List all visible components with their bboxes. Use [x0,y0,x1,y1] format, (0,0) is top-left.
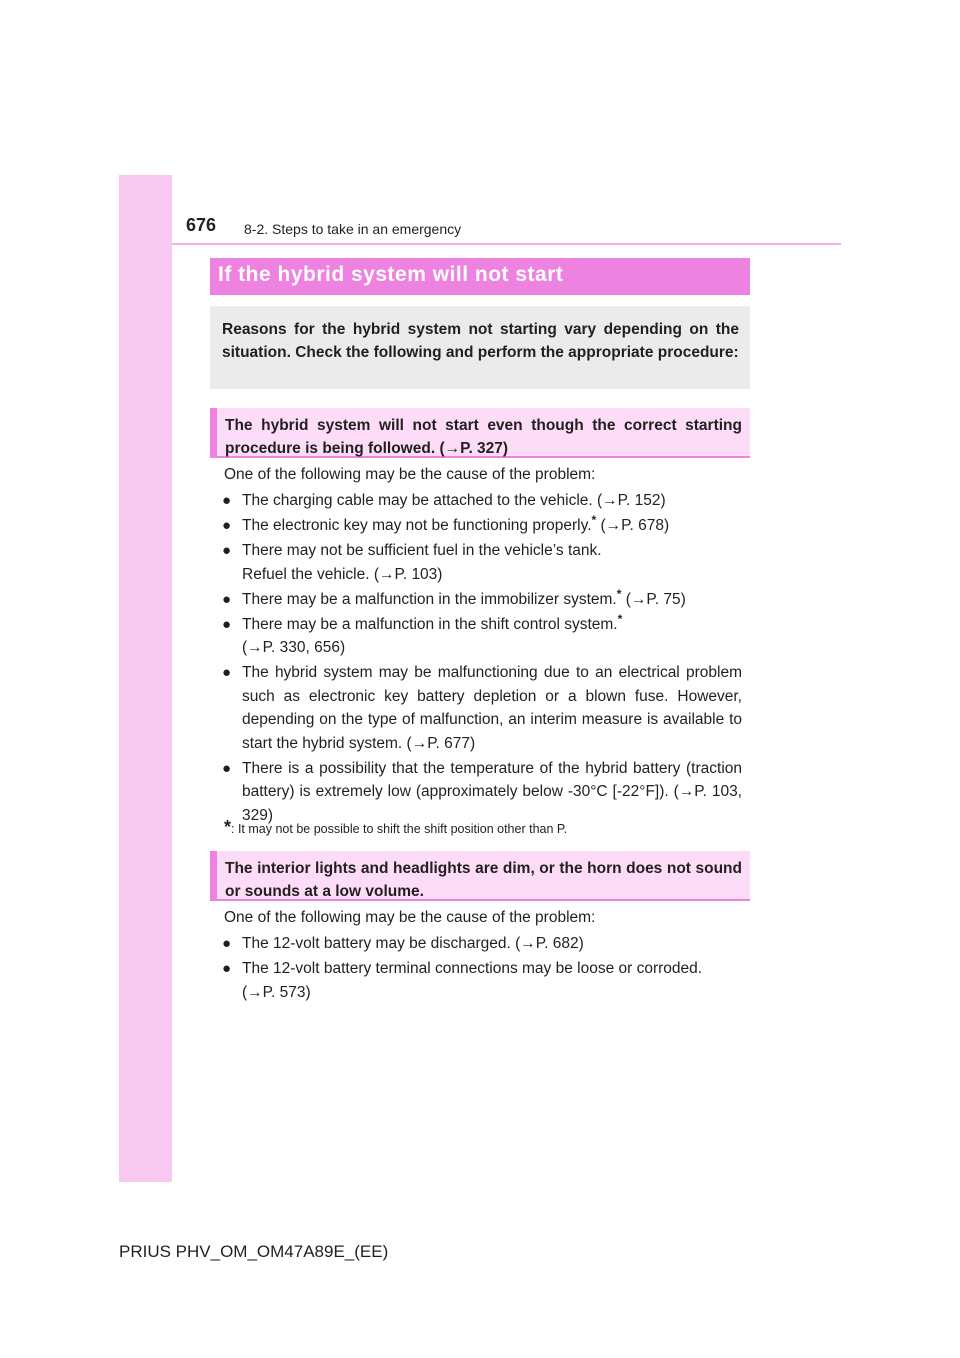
footnote-mark: * [616,586,622,601]
section2-bullet-list [222,932,742,1006]
bullet-icon: ● [222,590,232,608]
section1-heading: The hybrid system will not start even though the correct starting procedure is being followed. (→P. 327) [210,408,750,458]
list-item: ● The 12-volt battery terminal connections may be loose or corroded. (→P. 573) [222,957,742,1004]
footnote-star: * [224,817,232,837]
list-item: ● There is a possibility that the temperature of the hybrid battery (traction battery) is extremely low (approximately below -30°C [-22°F]). (→P. 103, 329) [222,757,742,828]
intro-box: Reasons for the hybrid system not starting vary depending on the situation. Check the following and perform the appropriate procedure: [210,306,750,389]
header-rule [172,243,841,245]
page-title: If the hybrid system will not start [210,258,750,295]
chapter-side-tab [119,175,172,1182]
list-item: ● There may not be sufficient fuel in the vehicle’s tank. Refuel the vehicle. (→P. 103) [222,539,742,586]
list-item: ● The charging cable may be attached to the vehicle. (→P. 152) [222,489,742,513]
bullet-icon: ● [222,759,232,777]
footer-doc-code: PRIUS PHV_OM_OM47A89E_(EE) [119,1242,389,1261]
footnote: *: It may not be possible to shift the shift position other than P. [224,817,568,837]
bullet-icon: ● [222,664,232,681]
footnote-mark: * [591,512,597,527]
section2-lead: One of the following may be the cause of the problem: [224,909,596,926]
section-label: 8-2. Steps to take in an emergency [244,221,462,237]
bullet-icon: ● [222,492,232,509]
section2-heading: The interior lights and headlights are dim, or the horn does not sound or sounds at a low volume. [210,851,750,901]
footnote-mark: * [617,611,623,626]
list-item: ● The electronic key may not be functioning properly.* (→P. 678) [222,514,742,538]
bullet-icon: ● [222,935,232,952]
section1-lead: One of the following may be the cause of the problem: [224,466,596,483]
list-item: ● The 12-volt battery may be discharged. (→P. 682) [222,932,742,956]
section1-bullet-list [222,489,742,829]
bullet-icon: ● [222,517,232,534]
bullet-icon: ● [222,542,232,559]
list-item: ● There may be a malfunction in the immobilizer system.* (→P. 75) [222,588,742,612]
bullet-icon: ● [222,615,232,633]
page-number: 676 [186,215,217,235]
bullet-icon: ● [222,960,232,977]
list-item: ● There may be a malfunction in the shift control system.* (→P. 330, 656) [222,611,623,656]
list-item: ● The hybrid system may be malfunctioning due to an electrical problem such as electronic key battery depletion or a blown fuse. However, depending on the type of malfunction, an interim measure is available to start the hybrid system. (→P. 677) [222,661,742,755]
